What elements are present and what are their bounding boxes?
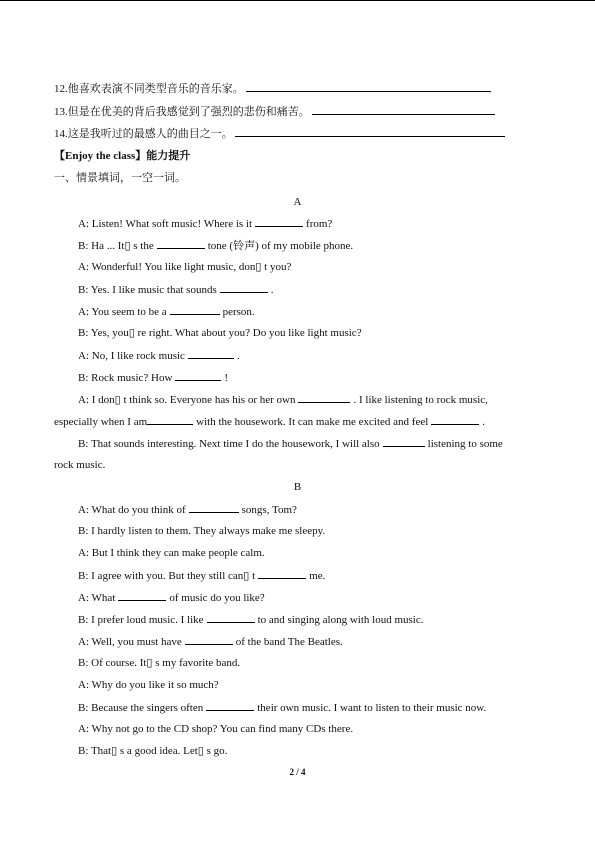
translation-item-13 xyxy=(54,103,542,119)
dialog-line xyxy=(78,282,566,297)
translation-text: 13.但是在优美的背后我感觉到了强烈的悲伤和痛苦。 xyxy=(54,106,310,118)
answer-blank[interactable] xyxy=(258,568,306,579)
dialog-text: from? xyxy=(306,218,333,230)
dialog-label-text: A xyxy=(293,196,302,208)
dialog-text: to and singing along with loud music. xyxy=(257,614,424,626)
dialog-line xyxy=(54,414,542,429)
answer-blank[interactable] xyxy=(157,238,205,249)
dialog-text: . xyxy=(236,350,240,362)
dialog-text: B: Because the singers often xyxy=(78,702,204,714)
answer-blank[interactable] xyxy=(255,216,303,227)
top-border-line xyxy=(0,0,595,1)
dialog-text: B: Yes, you▯ re right. What about you? Do you like light music? xyxy=(78,327,362,339)
dialog-text: tone (铃声) of my mobile phone. xyxy=(207,240,354,252)
dialog-text: A: Listen! What soft music! Where is it xyxy=(78,218,253,230)
answer-blank[interactable] xyxy=(298,392,350,403)
dialog-line xyxy=(78,370,566,385)
dialog-text: . xyxy=(482,416,486,428)
answer-blank[interactable] xyxy=(147,414,193,425)
dialog-line xyxy=(78,216,566,231)
dialog-text: of the band The Beatles. xyxy=(235,636,343,648)
answer-blank[interactable] xyxy=(188,348,234,359)
task-text: 一、情景填词，一空一词。 xyxy=(54,172,186,184)
page-number: 2 / 4 xyxy=(289,767,306,777)
translation-text: 12.他喜欢表演不同类型音乐的音乐家。 xyxy=(54,83,244,95)
answer-blank[interactable] xyxy=(220,282,268,293)
answer-blank[interactable] xyxy=(383,436,425,447)
dialog-text: of music do you like? xyxy=(169,592,265,604)
dialog-text: B: That sounds interesting. Next time I do the housework, I will also xyxy=(78,438,380,450)
dialog-text: A: I don▯ t think so. Everyone has his or her own xyxy=(78,394,296,406)
dialog-text: with the housework. It can make me excited and feel xyxy=(196,416,429,428)
dialog-a-label xyxy=(0,195,595,209)
dialog-line xyxy=(78,678,566,692)
answer-blank[interactable] xyxy=(312,103,495,115)
dialog-line xyxy=(78,612,566,627)
dialog-text: . xyxy=(270,284,274,296)
dialog-text: their own music. I want to listen to their music now. xyxy=(257,702,487,714)
dialog-text: person. xyxy=(222,306,255,318)
task-instruction xyxy=(54,171,542,185)
dialog-line xyxy=(78,436,542,451)
dialog-text: B: I prefer loud music. I like xyxy=(78,614,204,626)
answer-blank[interactable] xyxy=(431,414,479,425)
translation-item-14 xyxy=(54,125,542,141)
dialog-text: me. xyxy=(309,570,326,582)
dialog-line xyxy=(78,348,566,363)
dialog-text: songs, Tom? xyxy=(241,504,297,516)
dialog-line xyxy=(78,392,542,407)
dialog-line xyxy=(78,524,566,538)
dialog-line xyxy=(78,260,566,274)
dialog-text: A: Well, you must have xyxy=(78,636,182,648)
dialog-text: A: What do you think of xyxy=(78,504,186,516)
dialog-line xyxy=(78,238,566,253)
answer-blank[interactable] xyxy=(246,80,491,92)
dialog-line xyxy=(78,568,566,583)
answer-blank[interactable] xyxy=(118,590,166,601)
dialog-text: rock music. xyxy=(54,459,106,471)
translation-text: 14.这是我听过的最感人的曲目之一。 xyxy=(54,128,233,140)
answer-blank[interactable] xyxy=(189,502,239,513)
dialog-text: B: I agree with you. But they still can▯ t xyxy=(78,570,256,582)
dialog-text: A: Why not go to the CD shop? You can find many CDs there. xyxy=(78,723,354,735)
dialog-line xyxy=(78,304,566,319)
dialog-text: A: No, I like rock music xyxy=(78,350,185,362)
dialog-text: . I like listening to rock music, xyxy=(353,394,488,406)
dialog-text: A: But I think they can make people calm. xyxy=(78,547,265,559)
dialog-text: A: Wonderful! You like light music, don▯ t you? xyxy=(78,261,292,273)
dialog-line xyxy=(78,634,566,649)
section-bracket-title: 【Enjoy the class】 xyxy=(54,150,147,162)
dialog-b-label xyxy=(0,480,595,494)
dialog-text: B: That▯ s a good idea. Let▯ s go. xyxy=(78,745,228,757)
dialog-text: A: Why do you like it so much? xyxy=(78,679,219,691)
dialog-text: B: I hardly listen to them. They always make me sleepy. xyxy=(78,525,326,537)
dialog-line xyxy=(78,744,566,758)
answer-blank[interactable] xyxy=(235,125,505,137)
dialog-text: A: You seem to be a xyxy=(78,306,167,318)
dialog-line xyxy=(78,546,566,560)
dialog-label-text: B xyxy=(293,481,302,493)
dialog-text: especially when I am xyxy=(54,416,148,428)
dialog-text: B: Of course. It▯ s my favorite band. xyxy=(78,657,241,669)
translation-item-12 xyxy=(54,80,542,96)
section-subtitle: 能力提升 xyxy=(146,150,191,162)
dialog-line xyxy=(78,700,566,715)
dialog-text: listening to some xyxy=(427,438,503,450)
dialog-line xyxy=(54,458,542,472)
dialog-line xyxy=(78,502,566,517)
section-heading xyxy=(54,149,542,163)
dialog-text: B: Ha ... It▯ s the xyxy=(78,240,154,252)
answer-blank[interactable] xyxy=(207,612,255,623)
answer-blank[interactable] xyxy=(206,700,254,711)
dialog-line xyxy=(78,656,566,670)
dialog-line xyxy=(78,326,566,340)
answer-blank[interactable] xyxy=(185,634,233,645)
answer-blank[interactable] xyxy=(175,370,221,381)
dialog-text: A: What xyxy=(78,592,116,604)
answer-blank[interactable] xyxy=(170,304,220,315)
dialog-text: B: Yes. I like music that sounds xyxy=(78,284,217,296)
dialog-text: B: Rock music? How xyxy=(78,372,173,384)
dialog-text: ! xyxy=(224,372,229,384)
dialog-line xyxy=(78,590,566,605)
dialog-line xyxy=(78,722,566,736)
